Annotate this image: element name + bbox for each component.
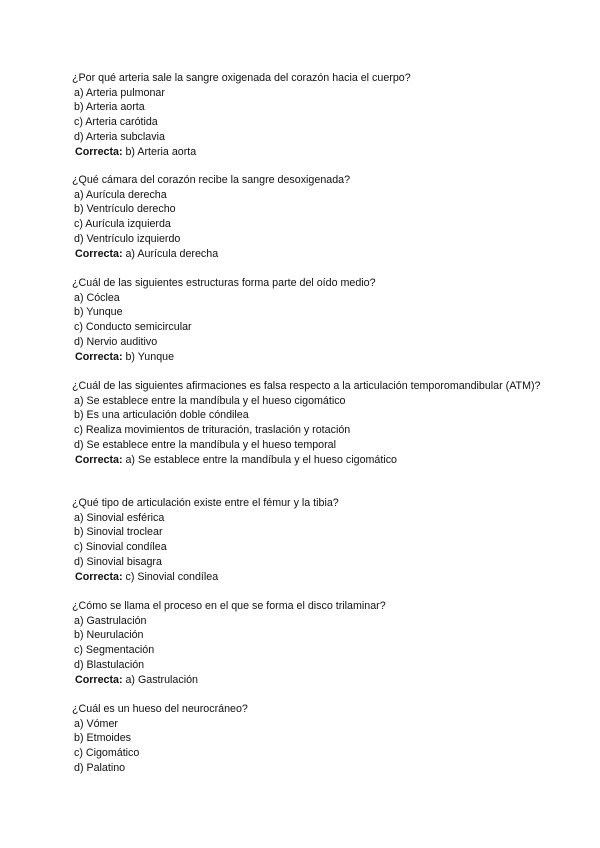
option: b) Neurulación	[74, 629, 144, 642]
option: c) Arteria carótida	[74, 116, 158, 129]
correct-label: Correcta:	[75, 145, 123, 158]
question-block	[72, 496, 542, 584]
correct-value: c) Sinovial condílea	[122, 570, 219, 583]
option: d) Se establece entre la mandíbula y el hueso temporal	[74, 438, 337, 451]
option: b) Yunque	[74, 306, 123, 319]
correct-value: a) Gastrulación	[122, 673, 198, 686]
option: b) Ventrículo derecho	[74, 203, 176, 216]
question-block	[72, 599, 542, 687]
question-text: ¿Cuál es un hueso del neurocráneo?	[72, 703, 248, 715]
option: a) Vómer	[74, 717, 118, 730]
option: c) Segmentación	[74, 644, 155, 657]
option: a) Aurícula derecha	[74, 188, 167, 201]
question-text: ¿Cómo se llama el proceso en el que se forma el disco trilaminar?	[72, 600, 386, 612]
option: d) Nervio auditivo	[74, 335, 158, 348]
option: b) Etmoides	[74, 732, 132, 745]
option: a) Sinovial esférica	[74, 511, 165, 524]
question-block	[72, 173, 542, 261]
question-block	[72, 379, 542, 467]
option: d) Ventrículo izquierdo	[74, 232, 181, 245]
question-text: ¿Por qué arteria sale la sangre oxigenada del corazón hacia el cuerpo?	[72, 72, 411, 84]
correct-label: Correcta:	[75, 453, 123, 466]
correct-value: a) Aurícula derecha	[122, 247, 219, 260]
correct-answer	[72, 350, 542, 365]
correct-value: b) Arteria aorta	[122, 145, 197, 158]
correct-answer	[72, 145, 542, 160]
correct-label: Correcta:	[75, 673, 123, 686]
correct-answer	[72, 453, 542, 468]
correct-label: Correcta:	[75, 570, 123, 583]
option: a) Se establece entre la mandíbula y el hueso cigomático	[74, 394, 346, 407]
option: c) Realiza movimientos de trituración, traslación y rotación	[74, 424, 351, 437]
option: c) Conducto semicircular	[74, 321, 192, 334]
question-block	[72, 71, 542, 159]
option: d) Palatino	[74, 761, 126, 774]
option: b) Arteria aorta	[74, 101, 145, 114]
question-text: ¿Qué tipo de articulación existe entre el fémur y la tibia?	[72, 497, 339, 509]
option: d) Blastulación	[74, 658, 145, 671]
correct-label: Correcta:	[75, 350, 123, 363]
option: a) Cóclea	[74, 291, 120, 304]
option: a) Arteria pulmonar	[74, 86, 165, 99]
correct-answer	[72, 570, 542, 585]
question-text: ¿Qué cámara del corazón recibe la sangre desoxigenada?	[72, 174, 351, 186]
question-block	[72, 276, 542, 364]
option: a) Gastrulación	[74, 614, 147, 627]
option: c) Sinovial condílea	[74, 541, 167, 554]
option: b) Sinovial troclear	[74, 526, 163, 539]
question-text: ¿Cuál de las siguientes afirmaciones es falsa respecto a la articulación temporomandibular (ATM)?	[72, 380, 541, 392]
option: d) Sinovial bisagra	[74, 555, 162, 568]
option: c) Cigomático	[74, 747, 140, 760]
correct-answer	[72, 673, 542, 688]
option: c) Aurícula izquierda	[74, 218, 171, 231]
correct-value: a) Se establece entre la mandíbula y el hueso cigomático	[122, 453, 397, 466]
option: d) Arteria subclavia	[74, 130, 165, 143]
correct-label: Correcta:	[75, 247, 123, 260]
correct-answer	[72, 247, 542, 262]
question-block	[72, 702, 542, 776]
question-text: ¿Cuál de las siguientes estructuras forma parte del oído medio?	[72, 277, 376, 289]
correct-value: b) Yunque	[122, 350, 175, 363]
option: b) Es una articulación doble cóndilea	[74, 409, 249, 422]
